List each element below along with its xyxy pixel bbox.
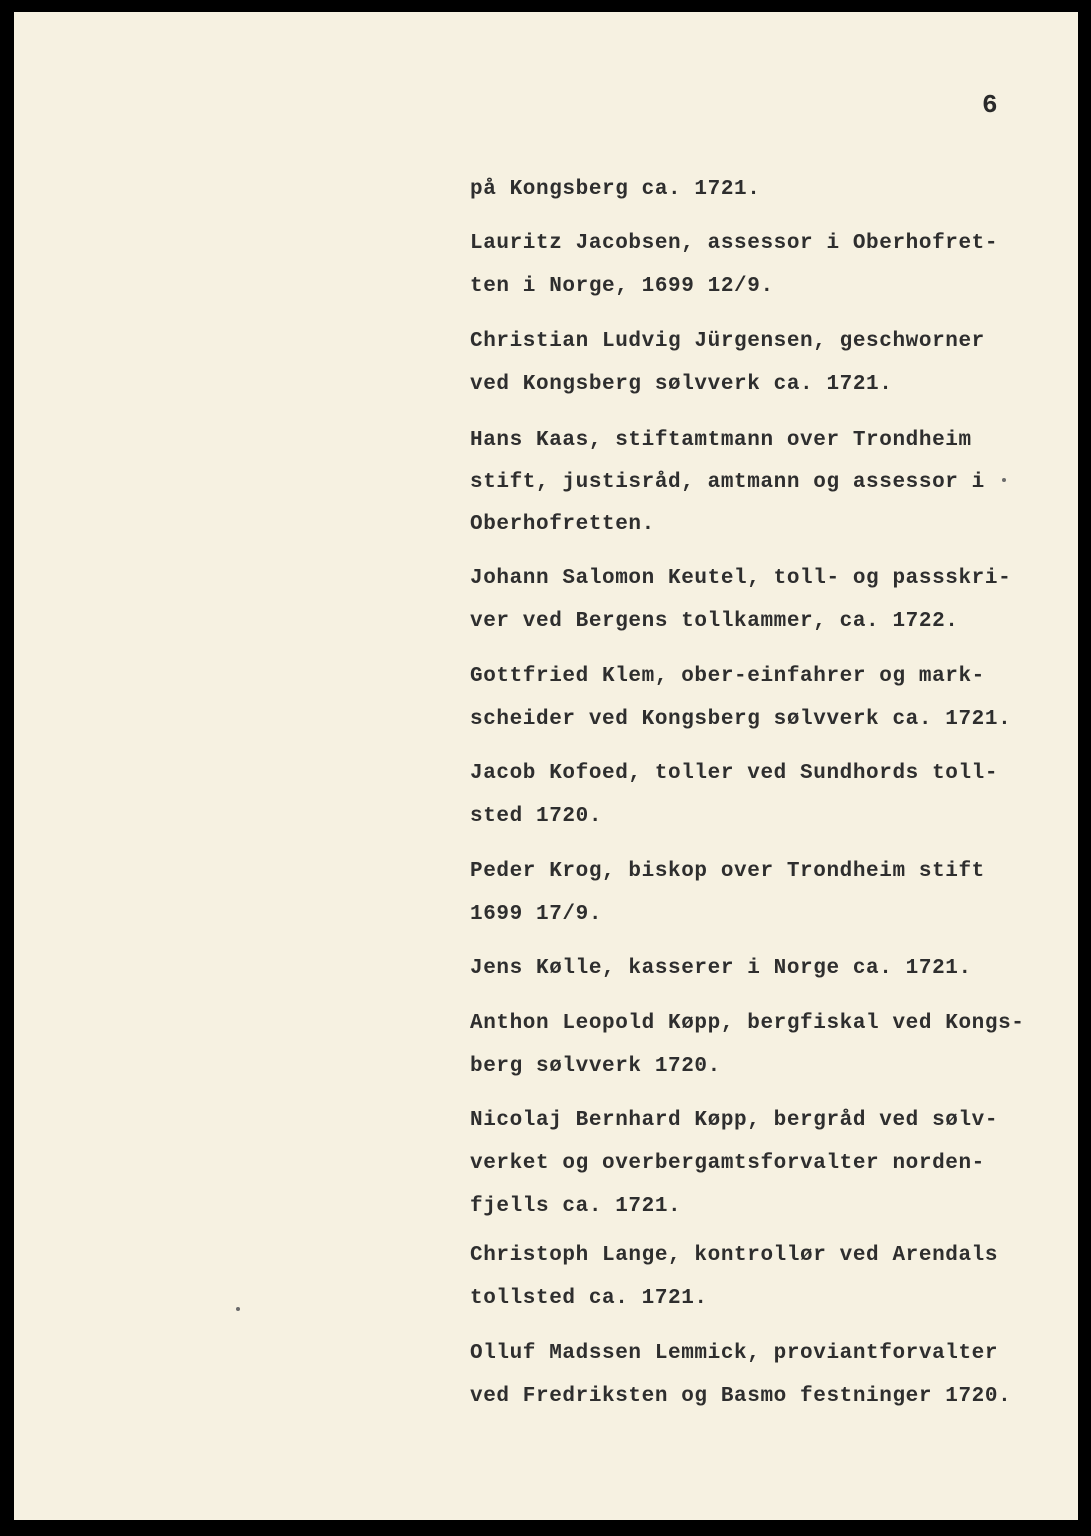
text-line: Nicolaj Bernhard Køpp, bergråd ved sølv- <box>470 1109 999 1132</box>
text-line: Johann Salomon Keutel, toll- og passskri- <box>470 567 1012 590</box>
text-line: Lauritz Jacobsen, assessor i Oberhofret- <box>470 232 999 255</box>
text-line: Anthon Leopold Køpp, bergfiskal ved Kongs- <box>470 1012 1025 1035</box>
text-line: på Kongsberg ca. 1721. <box>470 178 761 201</box>
text-line: ved Fredriksten og Basmo festninger 1720. <box>470 1385 1012 1408</box>
text-line: fjells ca. 1721. <box>470 1195 682 1218</box>
text-line: Jacob Kofoed, toller ved Sundhords toll- <box>470 762 999 785</box>
text-line: Oberhofretten. <box>470 513 655 536</box>
text-line: sted 1720. <box>470 805 603 828</box>
text-line: ten i Norge, 1699 12/9. <box>470 275 774 298</box>
document-page <box>14 12 1078 1520</box>
text-line: Olluf Madssen Lemmick, proviantforvalter <box>470 1342 999 1365</box>
text-line: Christian Ludvig Jürgensen, geschworner <box>470 330 985 353</box>
text-line: scheider ved Kongsberg sølvverk ca. 1721. <box>470 708 1012 731</box>
margin-dot <box>1002 478 1006 482</box>
typed-text-block <box>470 12 1025 1408</box>
page-number: 6 <box>982 90 998 120</box>
text-line: 1699 17/9. <box>470 903 603 926</box>
text-line: ver ved Bergens tollkammer, ca. 1722. <box>470 610 959 633</box>
text-line: Hans Kaas, stiftamtmann over Trondheim <box>470 429 972 452</box>
text-line: berg sølvverk 1720. <box>470 1055 721 1078</box>
text-line: Jens Kølle, kasserer i Norge ca. 1721. <box>470 957 972 980</box>
text-line: ved Kongsberg sølvverk ca. 1721. <box>470 373 893 396</box>
margin-dot <box>236 1307 240 1311</box>
text-line: verket og overbergamtsforvalter norden- <box>470 1152 985 1175</box>
text-line: Peder Krog, biskop over Trondheim stift <box>470 860 985 883</box>
text-line: Christoph Lange, kontrollør ved Arendals <box>470 1244 999 1267</box>
text-line: tollsted ca. 1721. <box>470 1287 708 1310</box>
text-line: stift, justisråd, amtmann og assessor i <box>470 471 985 494</box>
text-line: Gottfried Klem, ober-einfahrer og mark- <box>470 665 985 688</box>
